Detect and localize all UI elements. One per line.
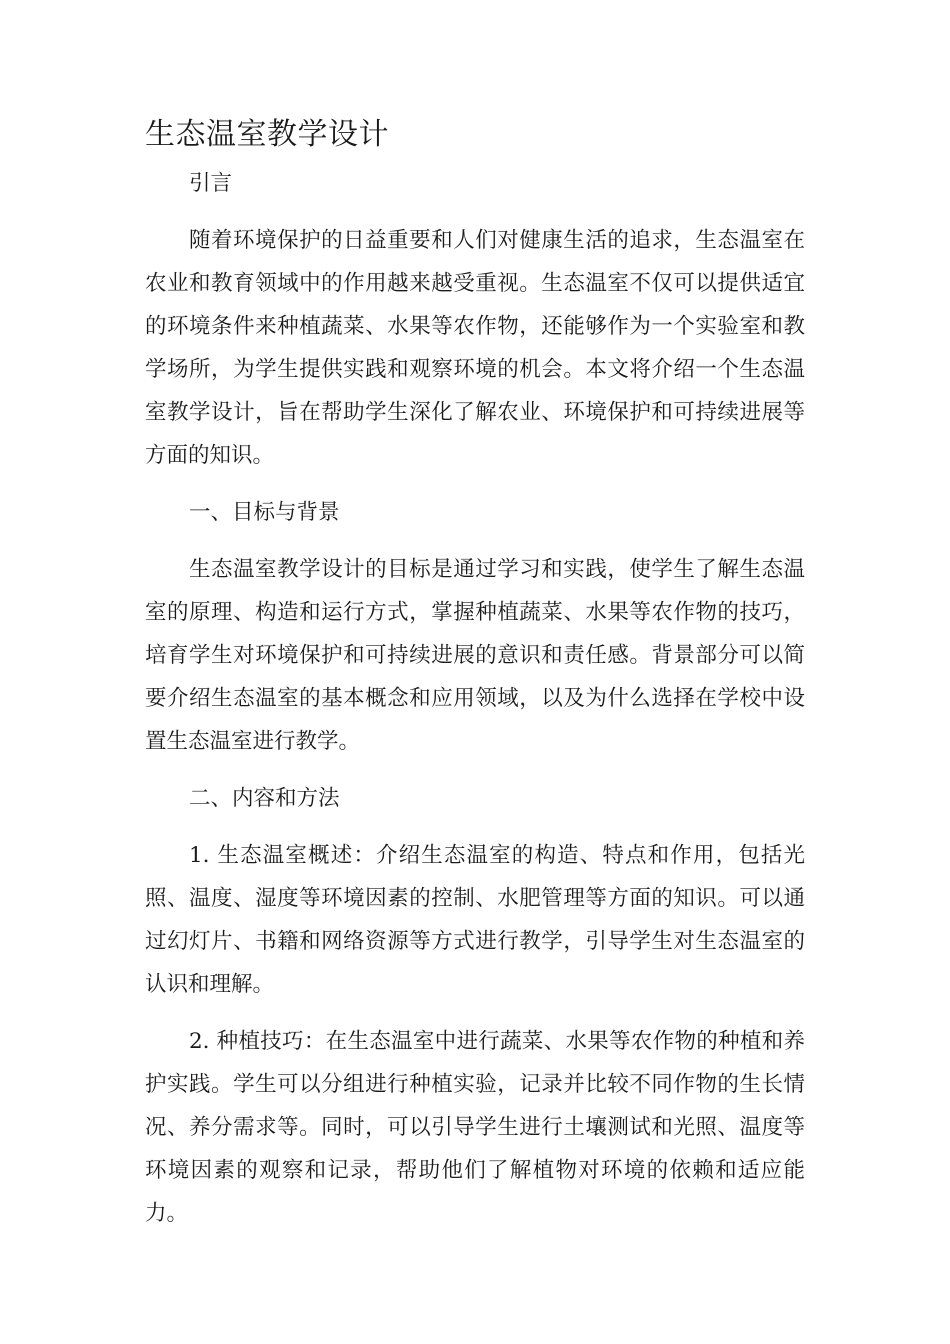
heading-content-methods: 二、内容和方法 (189, 786, 340, 811)
heading-introduction: 引言 (189, 171, 233, 196)
paragraph-planting-skills: 2. 种植技巧：在生态温室中进行蔬菜、水果等农作物的种植和养护实践。学生可以分组进行种植实验，记录并比较不同作物的生长情况、养分需求等。同时，可以引导学生进行土壤测试和光照、温度等环境因素的观察和记录，帮助他们了解植物对环境的依赖和适应能力。 (145, 1029, 805, 1226)
paragraph-goals-background: 生态温室教学设计的目标是通过学习和实践，使学生了解生态温室的原理、构造和运行方式，掌握种植蔬菜、水果等农作物的技巧，培育学生对环境保护和可持续进展的意识和责任感。背景部分可以简要介绍生态温室的基本概念和应用领域，以及为什么选择在学校中设置生态温室进行教学。 (145, 557, 805, 754)
heading-goals-background: 一、目标与背景 (189, 500, 340, 525)
document-title: 生态温室教学设计 (145, 117, 389, 152)
document-body (145, 162, 805, 1235)
paragraph-greenhouse-overview: 1. 生态温室概述：介绍生态温室的构造、特点和作用，包括光照、温度、湿度等环境因素的控制、水肥管理等方面的知识。可以通过幻灯片、书籍和网络资源等方式进行教学，引导学生对生态温室的认识和理解。 (145, 843, 805, 997)
paragraph-introduction: 随着环境保护的日益重要和人们对健康生活的追求，生态温室在农业和教育领域中的作用越来越受重视。生态温室不仅可以提供适宜的环境条件来种植蔬菜、水果等农作物，还能够作为一个实验室和教学场所，为学生提供实践和观察环境的机会。本文将介绍一个生态温室教学设计，旨在帮助学生深化了解农业、环境保护和可持续进展等方面的知识。 (145, 228, 805, 468)
